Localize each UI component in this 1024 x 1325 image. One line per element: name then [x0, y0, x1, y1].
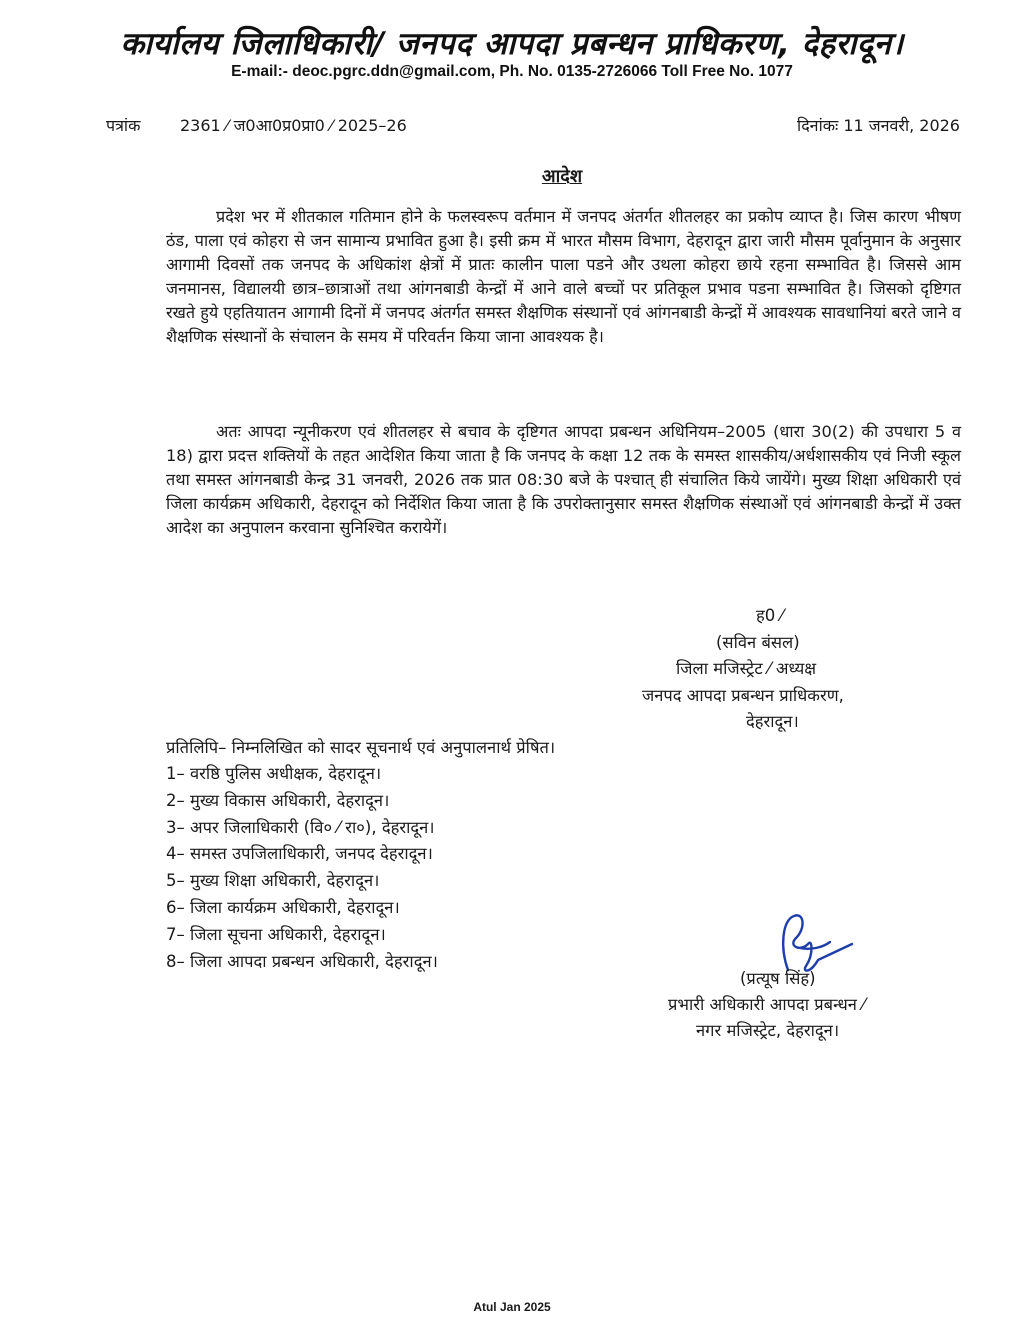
order-paragraph-1: प्रदेश भर में शीतकाल गतिमान होने के फलस्वरूप वर्तमान में जनपद अंतर्गत शीतलहर का प्रकोप व्याप्त है। जिस कारण भीषण ठंड, पाला एवं कोहरा से जन सामान्य प्रभावित हुआ है। इसी क्रम में भारत मौसम विभाग, देहरादून द्वारा जारी मौसम पूर्वानुमान के अनुसार आगामी दिवसों तक जनपद के अधिकांश क्षेत्रों में प्रातः कालीन पाला पडने और उथला कोहरा छाये रहना सम्भावित है। जिससे आम जनमानस, विद्यालयी छात्र–छात्राओं तथा आंगनबाडी केन्द्रों में आने वाले बच्चों पर प्रतिकूल प्रभाव पडना सम्भावित है। जिसको दृष्टिगत रखते हुये एहतियातन आगामी दिनों में जनपद अंतर्गत समस्त शैक्षणिक संस्थानों एवं आंगनबाडी केन्द्रों में आवश्यक सावधानियां बरते जाने व शैक्षणिक संस्थानों के संचालन के समय में परिवर्तन किया जाना आवश्यक है।	[166, 207, 961, 346]
office-title: कार्यालय जिलाधिकारी/ जनपद आपदा प्रबन्धन प्राधिकरण, देहरादून।	[120, 26, 904, 62]
order-heading: आदेश	[541, 166, 583, 187]
signatory-office: जनपद आपदा प्रबन्धन प्राधिकरण,	[642, 685, 844, 705]
list-item: 7– जिला सूचना अधिकारी, देहरादून।	[166, 924, 386, 944]
footer-note: Atul Jan 2025	[473, 1300, 551, 1314]
signatory-name: (सविन बंसल)	[716, 632, 800, 652]
list-item: 1– वरष्ठि पुलिस अधीक्षक, देहरादून।	[166, 764, 382, 783]
signatory-block-2	[640, 966, 960, 1044]
list-item: 8– जिला आपदा प्रबन्धन अधिकारी, देहरादून।	[166, 951, 438, 971]
signatory-block-1	[600, 603, 960, 736]
signatory-place: देहरादून।	[746, 712, 799, 731]
list-item: 4– समस्त उपजिलाधिकारी, जनपद देहरादून।	[166, 844, 433, 864]
list-item: 6– जिला कार्यक्रम अधिकारी, देहरादून।	[166, 897, 400, 917]
signatory-name: (प्रत्यूष सिंह)	[740, 969, 816, 988]
signatory-designation: प्रभारी अधिकारी आपदा प्रबन्धन ⁄	[668, 995, 865, 1014]
signatory-office: नगर मजिस्ट्रेट, देहरादून।	[696, 1021, 840, 1040]
signed-mark: ह0 ⁄	[756, 606, 784, 625]
list-item: 2– मुख्य विकास अधिकारी, देहरादून।	[166, 790, 390, 810]
copy-to-intro: प्रतिलिपि– निम्नलिखित को सादर सूचनार्थ एवं अनुपालनार्थ प्रेषित।	[166, 738, 556, 757]
order-paragraph-2: अतः आपदा न्यूनीकरण एवं शीतलहर से बचाव के दृष्टिगत आपदा प्रबन्धन अधिनियम–2005 (धारा 30(2) की उपधारा 5 व 18) द्वारा प्रदत्त शक्तियों के तहत आदेशित किया जाता है कि जनपद के कक्षा 12 तक के समस्त शासकीय/अर्धशासकीय एवं निजी स्कूल तथा समस्त आंगनबाडी केन्द्र 31 जनवरी, 2026 तक प्रात 08:30 बजे के पश्चात् ही संचालित किये जायेंगे। मुख्य शिक्षा अधिकारी एवं जिला कार्यक्रम अधिकारी, देहरादून को निर्देशित किया जाता है कि उपरोक्तानुसार समस्त शैक्षणिक संस्थाओं एवं आंगनबाडी केन्द्रों में उक्त आदेश का अनुपालन करवाना सुनिश्चित करायेगें।	[166, 422, 961, 537]
copy-to-list	[166, 761, 438, 975]
list-item: 5– मुख्य शिक्षा अधिकारी, देहरादून।	[166, 871, 380, 891]
reference-number: 2361 ⁄ ज0आ0प्र0प्रा0 ⁄ 2025–26	[180, 116, 407, 135]
order-date: दिनांकः 11 जनवरी, 2026	[797, 116, 960, 135]
list-item: 3– अपर जिलाधिकारी (वि० ⁄ रा०), देहरादून।	[166, 817, 435, 837]
contact-line: E-mail:- deoc.pgrc.ddn@gmail.com, Ph. No. 0135-2726066 Toll Free No. 1077	[231, 63, 793, 80]
signatory-designation: जिला मजिस्ट्रेट ⁄ अध्यक्ष	[676, 659, 817, 678]
reference-label: पत्रांक	[106, 116, 141, 135]
